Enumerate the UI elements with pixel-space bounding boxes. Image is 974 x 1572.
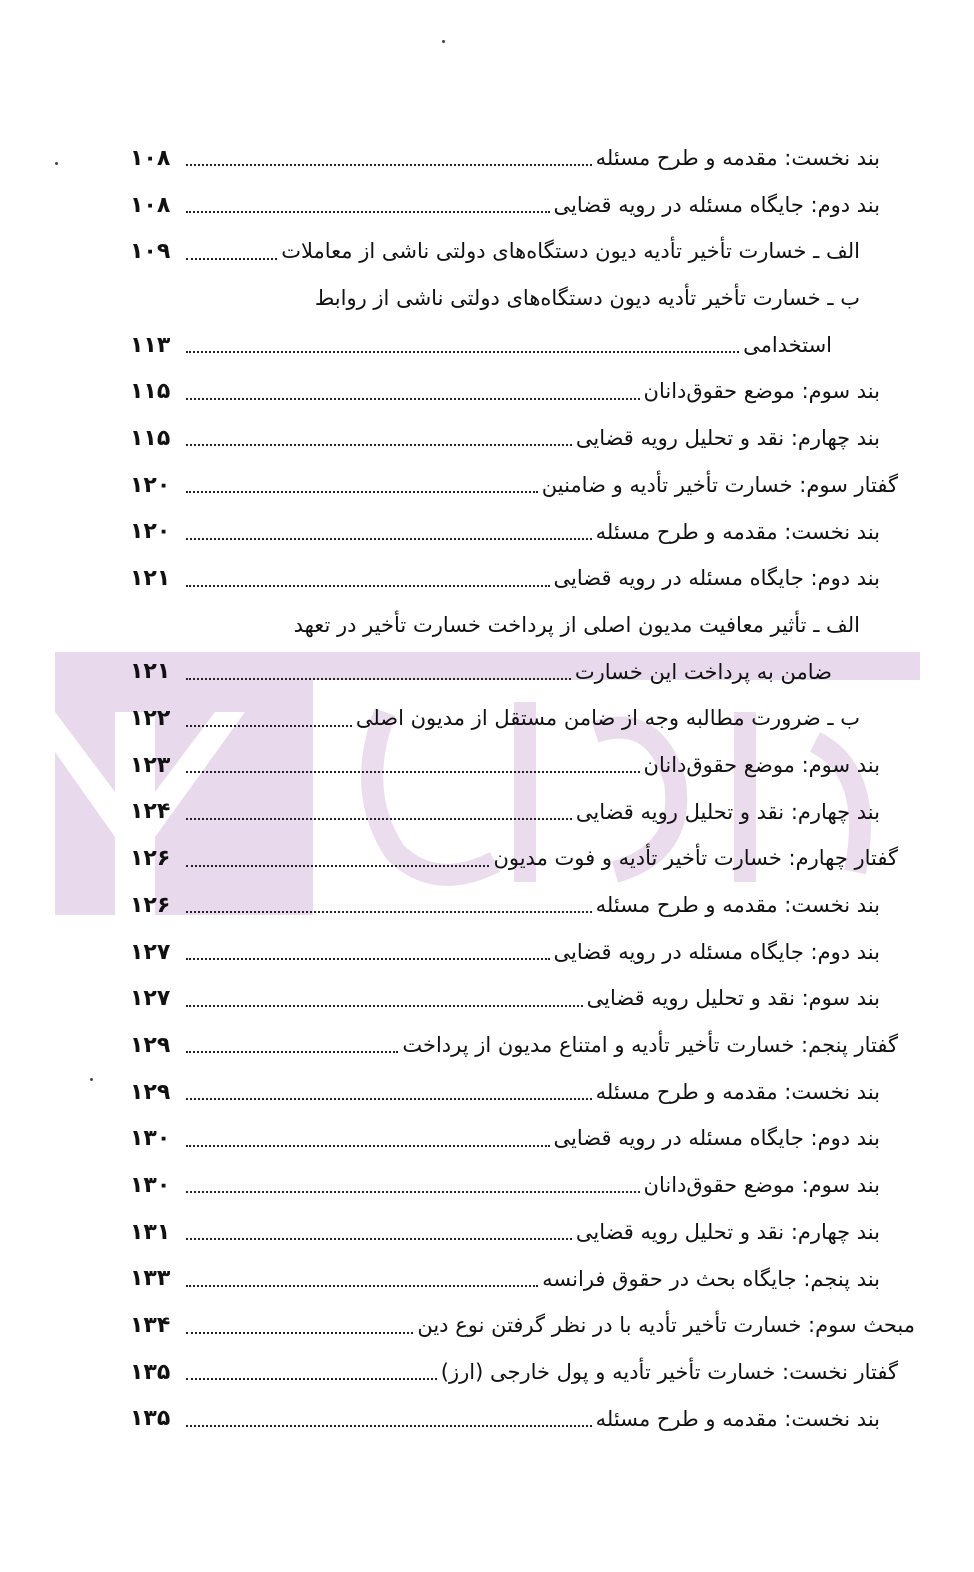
dot-leader <box>186 1005 583 1007</box>
toc-entry-title: بند نخست: مقدمه و طرح مسئله <box>595 893 880 917</box>
toc-page-number: ۱۲۶ <box>130 892 171 918</box>
toc-entry[interactable] <box>0 695 974 742</box>
dot-leader <box>186 958 550 960</box>
dot-leader <box>186 164 592 166</box>
toc-entry-title: استخدامی <box>743 332 832 357</box>
dot-leader <box>186 865 489 867</box>
dot-leader <box>186 1098 592 1100</box>
toc-entry-title: بند نخست: مقدمه و طرح مسئله <box>595 1406 880 1431</box>
toc-entry-title: بند نخست: مقدمه و طرح مسئله <box>595 146 880 170</box>
dot-leader <box>186 678 571 680</box>
dot-leader <box>186 818 572 820</box>
toc-entry[interactable] <box>0 1396 974 1443</box>
toc-entry[interactable] <box>0 509 974 556</box>
toc-entry-title: بند دوم: جایگاه مسئله در رویه قضایی <box>553 939 880 964</box>
toc-entry[interactable] <box>0 882 974 929</box>
toc-entry[interactable] <box>0 322 974 369</box>
toc-entry-title: بند چهارم: نقد و تحلیل رویه قضایی <box>575 799 880 824</box>
toc-page-number: ۱۳۵ <box>130 1359 171 1385</box>
dot-leader <box>186 1145 550 1147</box>
toc-entry-title: مبحث سوم: خسارت تأخیر تأدیه با در نظر گرفتن نوع دین <box>417 1313 915 1338</box>
dot-leader <box>186 911 592 913</box>
dot-leader <box>186 258 277 260</box>
toc-entry[interactable] <box>0 182 974 229</box>
toc-entry[interactable] <box>0 275 974 322</box>
toc-entry-title: بند پنجم: جایگاه بحث در حقوق فرانسه <box>542 1266 880 1291</box>
toc-entry[interactable] <box>0 1256 974 1303</box>
dot-leader <box>186 491 538 493</box>
toc-page-number: ۱۰۸ <box>130 145 171 171</box>
toc-entry-title: الف ـ خسارت تأخیر تأدیه دیون دستگاه‌های دولتی ناشی از معاملات <box>281 239 860 264</box>
toc-entry[interactable] <box>0 789 974 836</box>
toc-entry-title: ضامن به پرداخت این خسارت <box>574 659 832 684</box>
toc-page-number: ۱۲۱ <box>130 566 171 592</box>
toc-entry[interactable] <box>0 1022 974 1069</box>
toc-entry[interactable] <box>0 975 974 1022</box>
dot-leader <box>186 1285 538 1287</box>
toc-page-number: ۱۰۹ <box>130 239 171 265</box>
toc-entry[interactable] <box>0 228 974 275</box>
toc-entry-title: گفتار چهارم: خسارت تأخیر تأدیه و فوت مدیون <box>493 846 898 871</box>
toc-page-number: ۱۲۲ <box>130 706 171 732</box>
toc-entry[interactable] <box>0 1115 974 1162</box>
toc-entry-title: بند سوم: موضع حقوق‌دانان <box>643 379 880 404</box>
dot-leader <box>186 351 739 353</box>
toc-entry-title: گفتار نخست: خسارت تأخیر تأدیه و پول خارجی (ارز) <box>440 1359 898 1384</box>
toc-page-number: ۱۲۷ <box>130 939 171 965</box>
toc-page-number: ۱۲۳ <box>130 752 171 778</box>
toc-page-number: ۱۲۹ <box>130 1079 171 1105</box>
toc-entry[interactable] <box>0 135 974 182</box>
dot-leader <box>186 538 592 540</box>
toc-page-number: ۱۲۶ <box>130 846 171 872</box>
dot-leader <box>186 1332 413 1334</box>
toc-page-number: ۱۳۰ <box>130 1126 171 1152</box>
toc-page-number: ۱۳۰ <box>130 1172 171 1198</box>
toc-entry[interactable] <box>0 742 974 789</box>
toc-page-number: ۱۱۳ <box>130 332 171 358</box>
toc-entry-title: بند چهارم: نقد و تحلیل رویه قضایی <box>575 1219 880 1244</box>
toc-page-number: ۱۳۴ <box>130 1313 171 1339</box>
toc-entry[interactable] <box>0 649 974 696</box>
toc-entry-title: بند نخست: مقدمه و طرح مسئله <box>595 519 880 544</box>
toc-entry[interactable] <box>0 835 974 882</box>
toc-entry[interactable] <box>0 1302 974 1349</box>
toc-entry-title: ب ـ خسارت تأخیر تأدیه دیون دستگاه‌های دولتی ناشی از روابط <box>314 286 860 311</box>
toc-entry-title: بند سوم: موضع حقوق‌دانان <box>643 1173 880 1198</box>
dot-leader <box>186 398 640 400</box>
toc-entry-title: بند دوم: جایگاه مسئله در رویه قضایی <box>553 192 880 217</box>
toc-page-number: ۱۲۴ <box>130 799 171 825</box>
toc-entry[interactable] <box>0 1349 974 1396</box>
toc-entry-title: الف ـ تأثیر معافیت مدیون اصلی از پرداخت خسارت تأخیر در تعهد <box>293 612 860 637</box>
dot-leader <box>186 1051 398 1053</box>
toc-entry-title: گفتار سوم: خسارت تأخیر تأدیه و ضامنین <box>541 472 898 497</box>
toc-page-number: ۱۱۵ <box>130 425 171 451</box>
toc-entry[interactable] <box>0 1209 974 1256</box>
toc-entry[interactable] <box>0 1069 974 1116</box>
toc-page-number: ۱۳۱ <box>130 1219 171 1245</box>
toc-entry-title: گفتار پنجم: خسارت تأخیر تأدیه و امتناع مدیون از پرداخت <box>402 1033 898 1058</box>
toc-entry[interactable] <box>0 555 974 602</box>
toc-entry[interactable] <box>0 415 974 462</box>
dot-leader <box>186 725 352 727</box>
scan-speck <box>442 40 445 43</box>
dot-leader <box>186 1378 437 1380</box>
dot-leader <box>186 1238 572 1240</box>
toc-entry[interactable] <box>0 368 974 415</box>
toc-entry-title: بند نخست: مقدمه و طرح مسئله <box>595 1079 880 1104</box>
table-of-contents <box>0 135 974 1442</box>
toc-entry[interactable] <box>0 462 974 509</box>
toc-entry-title: بند سوم: موضع حقوق‌دانان <box>643 752 880 777</box>
toc-entry[interactable] <box>0 929 974 976</box>
toc-page-number: ۱۳۵ <box>130 1406 171 1432</box>
dot-leader <box>186 585 550 587</box>
toc-page-number: ۱۰۸ <box>130 192 171 218</box>
dot-leader <box>186 1425 592 1427</box>
dot-leader <box>186 771 640 773</box>
toc-page-number: ۱۲۷ <box>130 986 171 1012</box>
toc-page-number: ۱۲۱ <box>130 659 171 685</box>
dot-leader <box>186 444 572 446</box>
toc-entry-title: بند سوم: نقد و تحلیل رویه قضایی <box>586 986 880 1011</box>
toc-entry-title: ب ـ ضرورت مطالبه وجه از ضامن مستقل از مدیون اصلی <box>355 706 860 731</box>
toc-page-number: ۱۲۰ <box>130 472 171 498</box>
dot-leader <box>186 211 550 213</box>
toc-page-number: ۱۳۳ <box>130 1266 171 1292</box>
toc-entry-title: بند چهارم: نقد و تحلیل رویه قضایی <box>575 426 880 451</box>
toc-entry[interactable] <box>0 1162 974 1209</box>
toc-page-number: ۱۲۹ <box>130 1032 171 1058</box>
toc-entry[interactable] <box>0 602 974 649</box>
toc-page-number: ۱۲۰ <box>130 519 171 545</box>
toc-entry-title: بند دوم: جایگاه مسئله در رویه قضایی <box>553 566 880 591</box>
toc-page-number: ۱۱۵ <box>130 379 171 405</box>
dot-leader <box>186 1191 640 1193</box>
toc-entry-title: بند دوم: جایگاه مسئله در رویه قضایی <box>553 1126 880 1151</box>
